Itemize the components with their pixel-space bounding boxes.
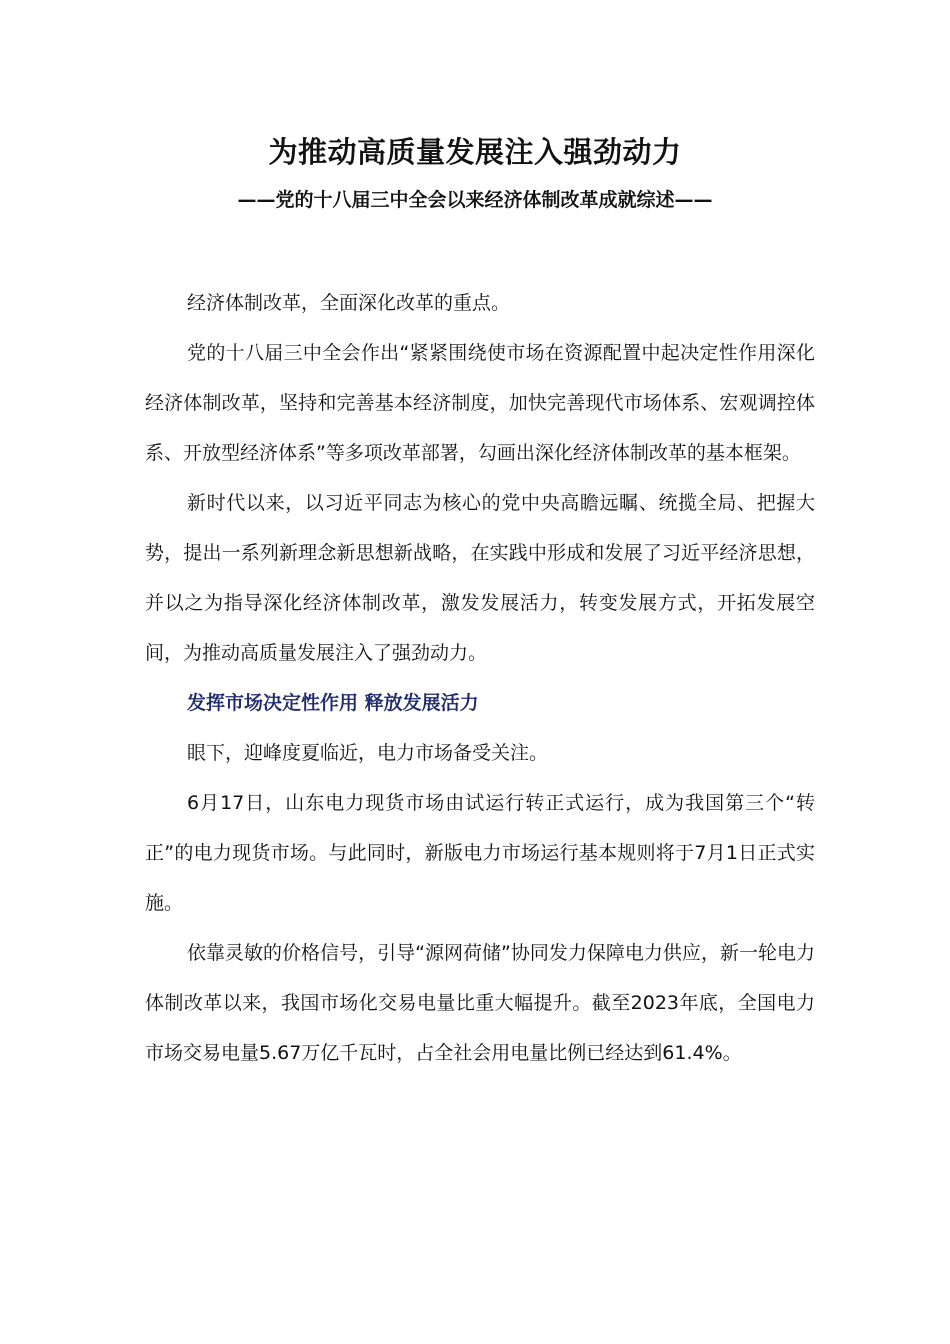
document-subtitle: ——党的十八届三中全会以来经济体制改革成就综述——: [237, 189, 713, 211]
section-heading: 发挥市场决定性作用 释放发展活力: [187, 692, 479, 714]
document-body: [145, 278, 815, 1078]
document-title: 为推动高质量发展注入强劲动力: [268, 135, 682, 169]
paragraph: 经济体制改革，全面深化改革的重点。: [187, 292, 511, 314]
paragraph: 依靠灵敏的价格信号，引导“源网荷储”协同发力保障电力供应，新一轮电力体制改革以来，我国市场化交易电量比重大幅提升。截至2023年底，全国电力市场交易电量5.67万亿千瓦时，占全社会用电量比例已经达到61.4%。: [145, 942, 815, 1064]
paragraph: 党的十八届三中全会作出“紧紧围绕使市场在资源配置中起决定性作用深化经济体制改革，坚持和完善基本经济制度，加快完善现代市场体系、宏观调控体系、开放型经济体系”等多项改革部署，勾画出深化经济体制改革的基本框架。: [145, 342, 815, 464]
paragraph: 新时代以来，以习近平同志为核心的党中央高瞻远瞩、统揽全局、把握大势，提出一系列新理念新思想新战略，在实践中形成和发展了习近平经济思想，并以之为指导深化经济体制改革，激发发展活力，转变发展方式，开拓发展空间，为推动高质量发展注入了强劲动力。: [145, 492, 815, 664]
paragraph: 眼下，迎峰度夏临近，电力市场备受关注。: [187, 742, 549, 764]
paragraph: 6月17日，山东电力现货市场由试运行转正式运行，成为我国第三个“转正”的电力现货市场。与此同时，新版电力市场运行基本规则将于7月1日正式实施。: [145, 792, 815, 914]
